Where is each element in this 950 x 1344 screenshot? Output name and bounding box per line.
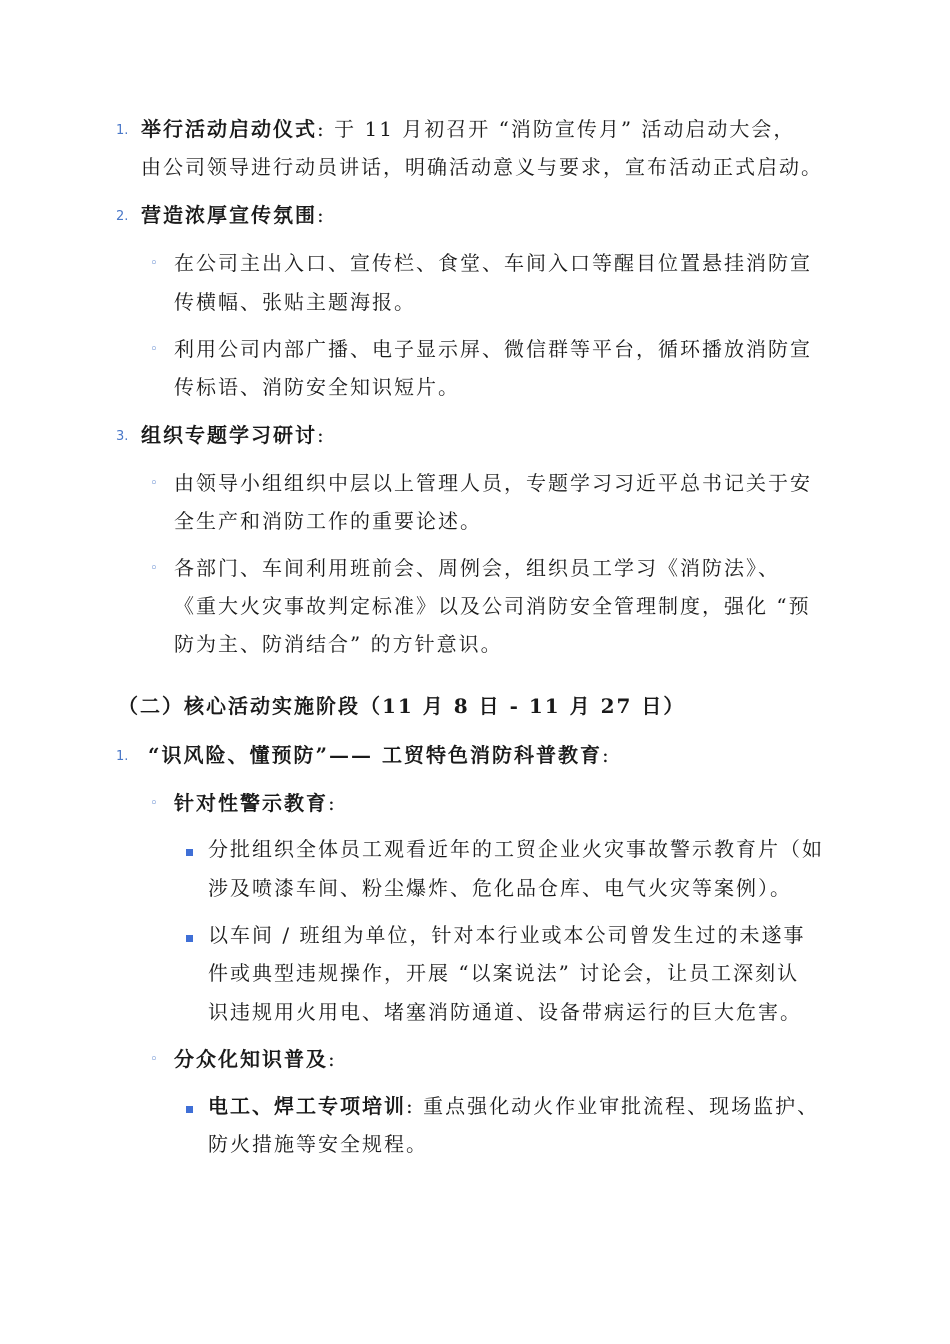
square-bullet-icon <box>186 1106 193 1113</box>
colon: : <box>328 791 337 815</box>
circle-bullet-icon: ◦ <box>150 476 158 491</box>
square-bullet-icon <box>186 935 193 942</box>
bullet-text: 涉及喷漆车间、粉尘爆炸、危化品仓库、电气火灾等案例）。 <box>208 876 792 900</box>
item-line <box>141 416 326 454</box>
colon: : <box>406 1094 415 1118</box>
section-heading: （二）核心活动实施阶段（11 月 8 日 - 11 月 27 日） <box>118 694 686 718</box>
colon: : <box>317 117 326 141</box>
list-number: 1. <box>116 123 129 138</box>
list-number: 2. <box>116 209 129 224</box>
bullet-text: 防火措施等安全规程。 <box>208 1132 428 1156</box>
colon: : <box>328 1047 337 1071</box>
circle-bullet-icon: ◦ <box>150 342 158 357</box>
circle-bullet-icon: ◦ <box>150 1052 158 1067</box>
colon: : <box>317 423 326 447</box>
bullet-text: 件或典型违规操作，开展 “以案说法” 讨论会，让员工深刻认 <box>208 961 800 985</box>
sub-item-text: 传标语、消防安全知识短片。 <box>174 375 460 399</box>
bullet-text: 以车间 / 班组为单位，针对本行业或本公司曾发生过的未遂事 <box>208 923 806 947</box>
circle-bullet-icon: ◦ <box>150 796 158 811</box>
bullet-text: 重点强化动火作业审批流程、现场监护、 <box>414 1094 820 1118</box>
sub-item-text: 利用公司内部广播、电子显示屏、微信群等平台，循环播放消防宣 <box>174 337 812 361</box>
item-title: 组织专题学习研讨 <box>141 423 317 447</box>
sub-item-line <box>174 1040 337 1078</box>
sub-item-title: 分众化知识普及 <box>174 1047 328 1071</box>
item-title: 举行活动启动仪式 <box>141 117 317 141</box>
colon: : <box>601 743 611 767</box>
item-line <box>141 110 795 148</box>
bullet-title: 电工、焊工专项培训 <box>208 1094 406 1118</box>
bullet-text: 识违规用火用电、堵塞消防通道、设备带病运行的巨大危害。 <box>208 1000 802 1024</box>
list-number: 1. <box>116 749 129 764</box>
circle-bullet-icon: ◦ <box>150 561 158 576</box>
item-title: “识风险、懂预防”—— 工贸特色消防科普教育 <box>148 743 602 767</box>
sub-item-text: 《重大火灾事故判定标准》以及公司消防安全管理制度，强化 “预 <box>174 594 811 618</box>
sub-item-line <box>174 784 337 822</box>
sub-item-title: 针对性警示教育 <box>174 791 328 815</box>
sub-item-text: 由领导小组组织中层以上管理人员，专题学习习近平总书记关于安 <box>174 471 812 495</box>
item-title: 营造浓厚宣传氛围 <box>141 203 317 227</box>
sub-item-text: 各部门、车间利用班前会、周例会，组织员工学习《消防法》、 <box>174 556 780 580</box>
circle-bullet-icon: ◦ <box>150 256 158 271</box>
sub-item-text: 传横幅、张贴主题海报。 <box>174 290 416 314</box>
list-number: 3. <box>116 429 129 444</box>
item-text: 于 11 月初召开 “消防宣传月” 活动启动大会， <box>334 117 796 141</box>
sub-item-text: 在公司主出入口、宣传栏、食堂、车间入口等醒目位置悬挂消防宣 <box>174 251 812 275</box>
colon: : <box>317 203 326 227</box>
item-line <box>148 736 611 774</box>
bullet-line <box>208 1087 819 1125</box>
bullet-text: 分批组织全体员工观看近年的工贸企业火灾事故警示教育片（如 <box>208 837 824 861</box>
item-line <box>141 196 326 234</box>
square-bullet-icon <box>186 849 193 856</box>
item-text: 由公司领导进行动员讲话，明确活动意义与要求，宣布活动正式启动。 <box>141 155 823 179</box>
sub-item-text: 防为主、防消结合” 的方针意识。 <box>174 632 503 656</box>
sub-item-text: 全生产和消防工作的重要论述。 <box>174 509 482 533</box>
